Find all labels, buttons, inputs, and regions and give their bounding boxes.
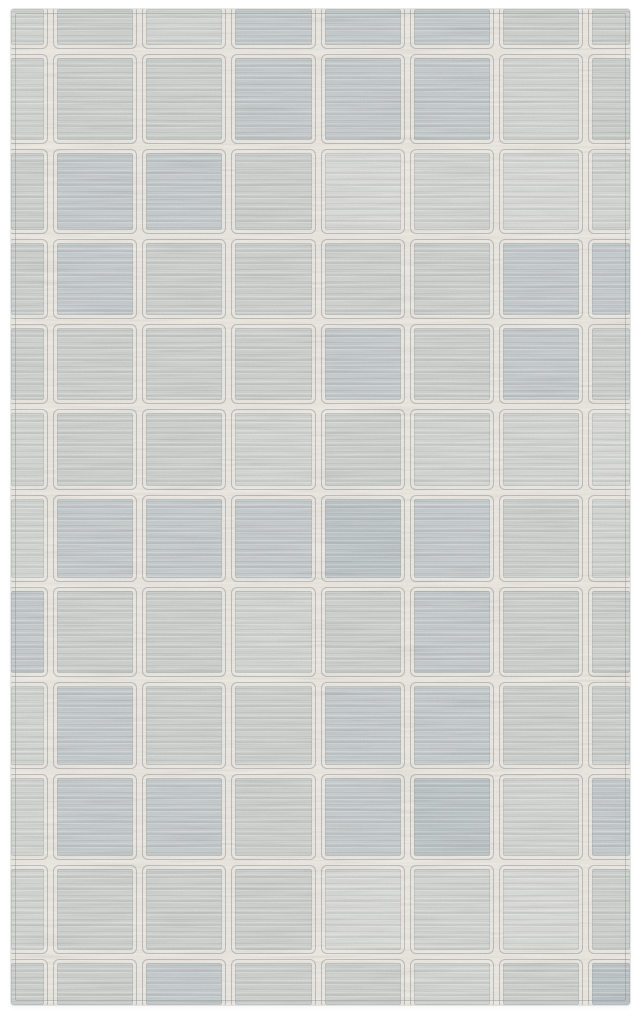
rug-grid-cell xyxy=(414,869,490,950)
rug-grid-cell xyxy=(414,9,490,45)
rug-grid-cell xyxy=(592,328,630,400)
rug-grid-cell xyxy=(503,243,579,315)
rug-grid-cell xyxy=(414,778,490,856)
rug-grid-cell xyxy=(592,153,630,230)
rug-grid-cell xyxy=(592,591,630,673)
rug-grid-cell xyxy=(235,963,312,1005)
rug-grid-cell xyxy=(325,499,401,578)
rug-grid-cell xyxy=(503,686,579,765)
rug-grid-cell xyxy=(57,686,133,765)
rug-grid-cell xyxy=(414,328,490,400)
rug-grid-cell xyxy=(592,963,630,1005)
rug-grid-cell xyxy=(503,499,579,578)
rug-grid-cell xyxy=(592,243,630,315)
rug-grid-cell xyxy=(235,686,312,765)
rug-grid-cell xyxy=(11,591,44,673)
rug-grid-cell xyxy=(146,243,222,315)
rug-grid-cell xyxy=(325,778,401,856)
rug-grid-cell xyxy=(414,686,490,765)
rug-grid-cell xyxy=(592,499,630,578)
rug-grid-cell xyxy=(235,591,312,673)
rug-product-photo xyxy=(11,9,630,1005)
rug-grid-cell xyxy=(503,413,579,486)
rug-grid-cell xyxy=(235,243,312,315)
rug-grid-cell xyxy=(414,499,490,578)
rug-grid-cell xyxy=(503,778,579,856)
rug-grid-cell xyxy=(57,591,133,673)
rug-grid-cell xyxy=(11,9,44,45)
rug-grid-cell xyxy=(146,413,222,486)
rug-grid-cell xyxy=(325,869,401,950)
rug-grid-cell xyxy=(235,499,312,578)
rug-grid-cell xyxy=(414,963,490,1005)
rug-grid-cell xyxy=(146,499,222,578)
rug-grid-cell xyxy=(146,869,222,950)
rug-grid-cell xyxy=(325,963,401,1005)
rug-grid-cell xyxy=(57,9,133,45)
rug-grid-cell xyxy=(11,963,44,1005)
rug-grid-cell xyxy=(414,58,490,140)
rug-grid-cell xyxy=(503,328,579,400)
rug-grid-cell xyxy=(57,778,133,856)
rug-grid-cell xyxy=(503,591,579,673)
rug-grid-cell xyxy=(503,869,579,950)
rug-grid-cell xyxy=(235,778,312,856)
rug-grid-cell xyxy=(57,243,133,315)
rug-grid-cell xyxy=(325,591,401,673)
rug-grid-cell xyxy=(325,58,401,140)
rug-grid-cell xyxy=(57,58,133,140)
rug-grid-cell xyxy=(235,58,312,140)
rug-grid-cell xyxy=(325,328,401,400)
rug-grid-cell xyxy=(325,413,401,486)
rug-grid-cell xyxy=(11,328,44,400)
rug-grid-cell xyxy=(11,413,44,486)
rug-grid-cell xyxy=(57,499,133,578)
rug-grid-cell xyxy=(592,9,630,45)
rug-grid-cell xyxy=(325,686,401,765)
rug-grid-cell xyxy=(503,58,579,140)
rug-grid-cell xyxy=(325,9,401,45)
rug-grid-cell xyxy=(235,9,312,45)
rug-grid-cell xyxy=(503,9,579,45)
rug-grid-cell xyxy=(57,413,133,486)
rug-grid-cell xyxy=(592,413,630,486)
rug-grid-cell xyxy=(11,243,44,315)
rug-grid-cell xyxy=(146,778,222,856)
rug-grid-cell xyxy=(11,499,44,578)
rug-grid-cell xyxy=(57,328,133,400)
rug-grid-cell xyxy=(146,58,222,140)
rug-grid-cell xyxy=(592,58,630,140)
rug-grid-cell xyxy=(11,778,44,856)
rug-grid-cell xyxy=(11,58,44,140)
rug-grid-cell xyxy=(235,869,312,950)
rug-grid-cell xyxy=(503,153,579,230)
rug-grid-cell xyxy=(325,153,401,230)
rug-grid-cell xyxy=(414,243,490,315)
rug-grid-cell xyxy=(414,591,490,673)
rug-grid-cell xyxy=(592,869,630,950)
rug-grid-cell xyxy=(57,153,133,230)
rug-grid-cell xyxy=(146,9,222,45)
rug-grid-cell xyxy=(414,153,490,230)
rug-grid-cell xyxy=(414,413,490,486)
rug-grid-cell xyxy=(57,869,133,950)
rug-grid-cell xyxy=(11,153,44,230)
rug-grid-cell xyxy=(325,243,401,315)
rug-grid-cell xyxy=(235,328,312,400)
rug-grid-cell xyxy=(146,591,222,673)
rug-grid-cell xyxy=(146,153,222,230)
rug-grid xyxy=(11,9,630,1005)
rug-grid-cell xyxy=(235,153,312,230)
rug-grid-cell xyxy=(146,328,222,400)
rug-grid-cell xyxy=(503,963,579,1005)
rug-grid-cell xyxy=(146,686,222,765)
rug-grid-cell xyxy=(11,686,44,765)
rug-grid-cell xyxy=(235,413,312,486)
rug-grid-cell xyxy=(592,686,630,765)
rug-grid-cell xyxy=(592,778,630,856)
rug-grid-cell xyxy=(57,963,133,1005)
rug-grid-cell xyxy=(146,963,222,1005)
rug-grid-cell xyxy=(11,869,44,950)
